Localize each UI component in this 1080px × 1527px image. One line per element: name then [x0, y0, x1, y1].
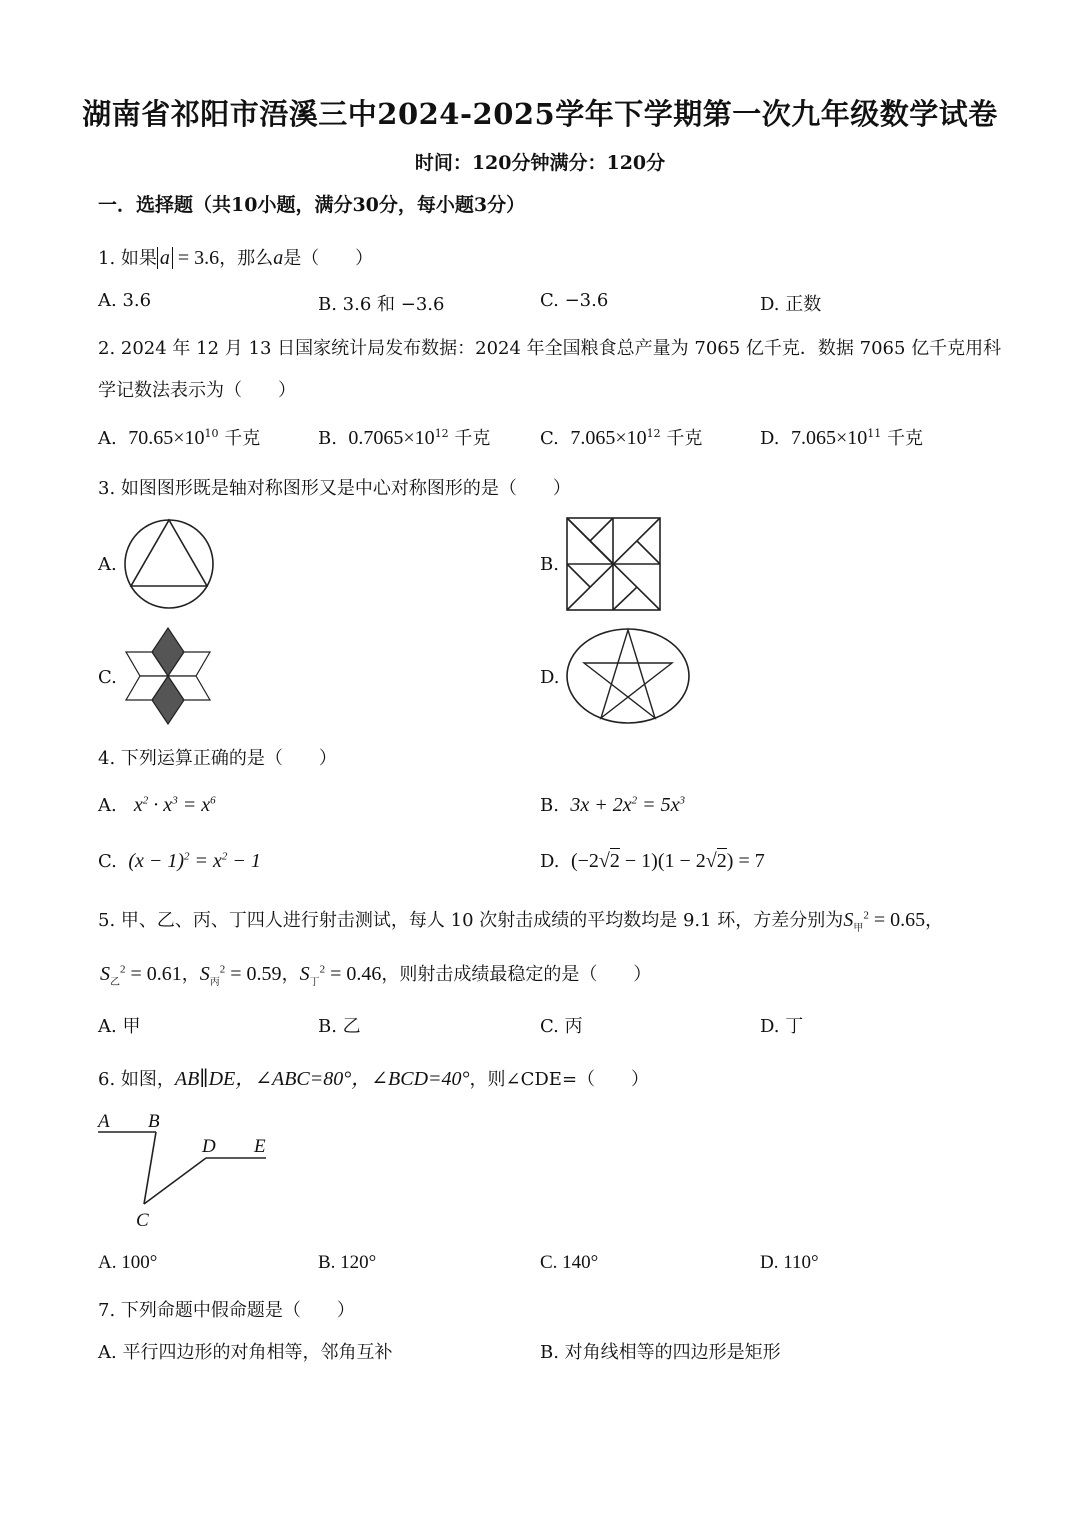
q5-option-a[interactable]: A. 甲 [98, 1016, 141, 1037]
q6-prefix: 6. 如图， [98, 1069, 175, 1090]
point-a-label: A [98, 1111, 110, 1132]
q2-option-b-unit: 千克 [454, 428, 491, 449]
q3-option-a-label[interactable]: A. [98, 554, 117, 575]
q2-option-b-exp: 12 [434, 427, 449, 440]
q4-option-d[interactable]: D. (−2√2 − 1)(1 − 2√2) = 7 [540, 850, 765, 872]
q1-option-b[interactable]: B. 3.6 和 −3.6 [318, 294, 445, 315]
figure-q6-parallel-lines [92, 1106, 282, 1234]
q6-suffix: ，则∠CDE=（ ） [469, 1069, 650, 1090]
q4-option-d-label: D. [540, 851, 560, 872]
q4-option-c[interactable]: C. $(x - 1)^2 = x^2 - 1$ [98, 850, 261, 872]
q4-option-a-label: A. [98, 795, 117, 816]
q5-line1-text: 5. 甲、乙、丙、丁四人进行射击测试，每人 10 次射击成绩的平均数均是 9.1 环，方差分别为 [98, 910, 844, 931]
point-e-label: E [254, 1136, 266, 1157]
q5-option-b[interactable]: B. 乙 [318, 1016, 361, 1037]
q1-mid: ，那么 [219, 248, 274, 269]
q2-option-d-label: D. [760, 428, 780, 449]
section-heading: 一．选择题（共10小题，满分30分，每小题3分） [98, 194, 526, 216]
figure-c-hexagram[interactable] [120, 626, 216, 728]
q6-option-d[interactable]: D. 110° [760, 1252, 819, 1273]
q2-option-c-label: C. [540, 428, 559, 449]
q2-option-a-mantissa: 70.65×10 [128, 427, 205, 449]
q1-abs-rest: = 3.6 [177, 247, 220, 269]
q2-option-d-exp: 11 [867, 427, 882, 440]
point-d-label: D [202, 1136, 216, 1157]
q6-option-b[interactable]: B. 120° [318, 1252, 377, 1273]
question-3: 3. 如图图形既是轴对称图形又是中心对称图形的是（ ） [98, 478, 571, 499]
q1-suffix: 是（ ） [283, 248, 374, 269]
q4-option-b[interactable]: B. $3x + 2x^2 = 5x^3$ [540, 794, 686, 816]
q1-option-c[interactable]: C. −3.6 [540, 290, 609, 311]
fig-a-circle [125, 520, 213, 608]
line-cd [144, 1158, 206, 1204]
line-bc [144, 1132, 156, 1204]
q3-option-b-label[interactable]: B. [540, 554, 559, 575]
figure-b-pinwheel[interactable] [562, 514, 666, 614]
q2-option-c[interactable] [540, 424, 702, 450]
figure-d-pentagram[interactable] [563, 626, 693, 726]
exam-title: 湖南省祁阳市浯溪三中2024-2025学年下学期第一次九年级数学试卷 [82, 97, 998, 131]
question-2-line2: 学记数法表示为（ ） [98, 380, 296, 401]
q2-option-a-unit: 千克 [224, 428, 261, 449]
q3-option-c-label[interactable]: C. [98, 667, 117, 688]
question-7: 7. 下列命题中假命题是（ ） [98, 1300, 355, 1321]
q2-option-a-label: A. [98, 428, 117, 449]
q5-option-c[interactable]: C. 丙 [540, 1016, 583, 1037]
q4-option-b-label: B. [540, 795, 559, 816]
q2-option-c-mantissa: 7.065×10 [570, 427, 647, 449]
q2-option-c-exp: 12 [646, 427, 661, 440]
q2-option-d[interactable] [760, 424, 923, 450]
question-5-line2: $S_乙^2 = 0.61$，$S_丙^2 = 0.59$，$S_丁^2 = 0.46$，则射击成绩最稳定的是（ ） [100, 963, 652, 988]
q2-option-a-exp: 10 [204, 427, 219, 440]
question-4: 4. 下列运算正确的是（ ） [98, 748, 337, 769]
question-1 [98, 244, 373, 270]
question-2-line1: 2. 2024 年 12 月 13 日国家统计局发布数据：2024 年全国粮食总产量为 7065 亿千克．数据 7065 亿千克用科 [98, 338, 1002, 359]
point-c-label: C [136, 1210, 149, 1231]
q2-option-b-label: B. [318, 428, 337, 449]
q1-var: a [273, 247, 284, 269]
question-5-line1: 5. 甲、乙、丙、丁四人进行射击测试，每人 10 次射击成绩的平均数均是 9.1 环，方差分别为$S_甲^2 = 0.65$， [98, 909, 944, 934]
q6-condition: AB∥DE，∠ABC=80°，∠BCD=40° [174, 1068, 470, 1090]
q2-option-a[interactable] [98, 424, 260, 450]
figure-a-circle-triangle[interactable] [120, 518, 220, 610]
question-6 [98, 1062, 649, 1091]
fig-d-star [584, 630, 672, 718]
q2-option-d-mantissa: 7.065×10 [790, 427, 868, 449]
q2-option-b-mantissa: 0.7065×10 [348, 427, 435, 449]
q4-option-a[interactable]: A. $x^2 \cdot x^3 = x^6$ [98, 794, 216, 816]
q7-option-b[interactable]: B. 对角线相等的四边形是矩形 [540, 1342, 781, 1363]
q4-option-c-label: C. [98, 851, 117, 872]
q6-option-a[interactable]: A. 100° [98, 1252, 158, 1273]
q5-option-d[interactable]: D. 丁 [760, 1016, 804, 1037]
q6-option-c[interactable]: C. 140° [540, 1252, 599, 1273]
q2-option-b[interactable] [318, 424, 490, 450]
point-b-label: B [148, 1111, 160, 1132]
q1-option-d[interactable]: D. 正数 [760, 294, 822, 315]
q3-option-d-label[interactable]: D. [540, 667, 560, 688]
q2-option-c-unit: 千克 [666, 428, 703, 449]
q1-option-a[interactable]: A. 3.6 [98, 290, 152, 311]
q1-abs-var: a [157, 247, 173, 269]
q1-prefix: 1. 如果 [98, 248, 157, 269]
q2-option-d-unit: 千克 [886, 428, 923, 449]
q7-option-a[interactable]: A. 平行四边形的对角相等，邻角互补 [98, 1342, 393, 1363]
fig-d-circle [567, 629, 689, 723]
exam-subtitle: 时间：120分钟满分：120分 [414, 152, 666, 174]
